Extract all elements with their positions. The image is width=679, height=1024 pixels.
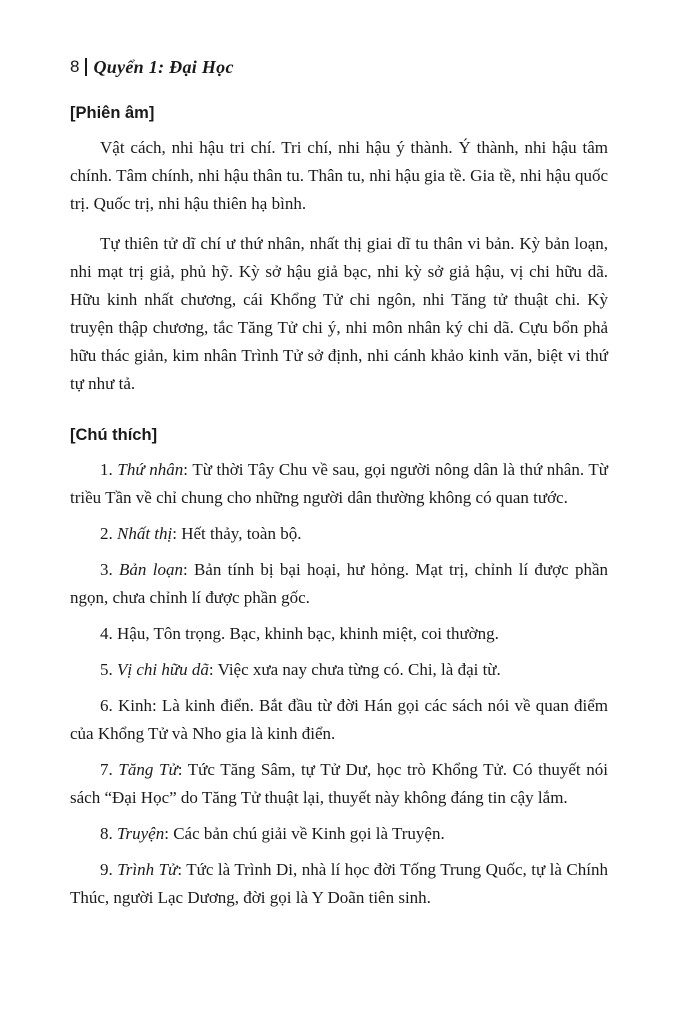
notes-list — [70, 456, 608, 912]
note-item — [70, 520, 608, 548]
note-number: 9. — [100, 860, 118, 879]
book-page — [70, 56, 608, 920]
note-term: Thứ nhân — [117, 460, 184, 479]
note-text: : Tức Tăng Sâm, tự Tử Dư, học trò Khổng Tử. Có thuyết nói sách “Đại Học” do Tăng Tử thuật lại, thuyết này không đáng tin cậy lắm. — [70, 760, 609, 807]
note-item — [70, 556, 608, 612]
note-text: : Việc xưa nay chưa từng có. Chi, là đại từ. — [208, 660, 501, 679]
note-term: Tăng Tử — [118, 760, 178, 779]
note-text: : Các bản chú giải về Kinh gọi là Truyện. — [164, 824, 445, 843]
note-item — [70, 656, 608, 684]
note-item — [70, 620, 608, 648]
page-number: 8 — [70, 57, 80, 76]
note-number: 1. — [100, 460, 118, 479]
note-item — [70, 692, 608, 748]
note-term: Vị chi hữu dã — [117, 660, 209, 679]
note-number: 7. — [100, 760, 119, 779]
note-text: : Bản tính bị bại hoại, hư hỏng. Mạt trị, chỉnh lí được phần ngọn, chưa chỉnh lí được phần gốc. — [70, 560, 609, 607]
note-number: 3. — [100, 560, 120, 579]
note-text: Hậu, Tôn trọng. Bạc, khinh bạc, khinh miệt, coi thường. — [117, 624, 499, 643]
note-term: Bản loạn — [119, 560, 183, 579]
note-number: 2. — [100, 524, 117, 543]
phien-am-paragraph: Vật cách, nhi hậu tri chí. Tri chí, nhi hậu ý thành. Ý thành, nhi hậu tâm chính. Tâm chính, nhi hậu thân tu. Thân tu, nhi hậu gia tề. Gia tề, nhi hậu quốc trị. Quốc trị, nhi hậu thiên hạ bình. — [70, 138, 608, 213]
note-term: Nhất thị — [117, 524, 173, 543]
note-term: Truyện — [117, 824, 165, 843]
note-item — [70, 856, 608, 912]
section-heading-chu-thich: [Chú thích] — [70, 426, 158, 444]
note-item — [70, 456, 608, 512]
book-title: Quyển 1: Đại Học — [93, 57, 234, 77]
note-text: : Hết thảy, toàn bộ. — [172, 524, 302, 543]
header-divider — [85, 58, 87, 76]
note-text: : Tức là Trình Di, nhà lí học đời Tống Trung Quốc, tự là Chính Thúc, người Lạc Dương, đời gọi là Y Doãn tiên sinh. — [70, 860, 608, 907]
note-item — [70, 756, 608, 812]
note-number: 6. — [100, 696, 118, 715]
note-text: : Từ thời Tây Chu về sau, gọi người nông dân là thứ nhân. Từ triều Tần về chỉ chung cho những người dân thường không có quan tước. — [70, 460, 609, 507]
note-item — [70, 820, 608, 848]
section-heading-phien-am: [Phiên âm] — [70, 104, 155, 122]
note-text: Kinh: Là kinh điển. Bắt đầu từ đời Hán gọi các sách nói về quan điểm của Khổng Tử và Nho gia là kinh điển. — [70, 696, 608, 743]
phien-am-paragraph: Tự thiên tử dĩ chí ư thứ nhân, nhất thị giai dĩ tu thân vi bản. Kỳ bản loạn, nhi mạt trị giả, phủ hỹ. Kỳ sở hậu giả bạc, nhi kỳ sở giả hậu, vị chi hữu dã. Hữu kinh nhất chương, cái Khổng Tử chi ngôn, nhi Tăng tử thuật chi. Kỳ truyện thập chương, tắc Tăng Tử chi ý, nhi môn nhân ký chi dã. Cựu bổn phả hữu thác giản, kim nhân Trình Tử sở định, nhi cánh khảo kinh văn, biệt vi thứ tự như tả. — [70, 234, 608, 393]
note-number: 8. — [100, 824, 117, 843]
note-term: Trình Tử — [117, 860, 178, 879]
running-header — [70, 56, 608, 78]
note-number: 4. — [100, 624, 117, 643]
note-number: 5. — [100, 660, 117, 679]
